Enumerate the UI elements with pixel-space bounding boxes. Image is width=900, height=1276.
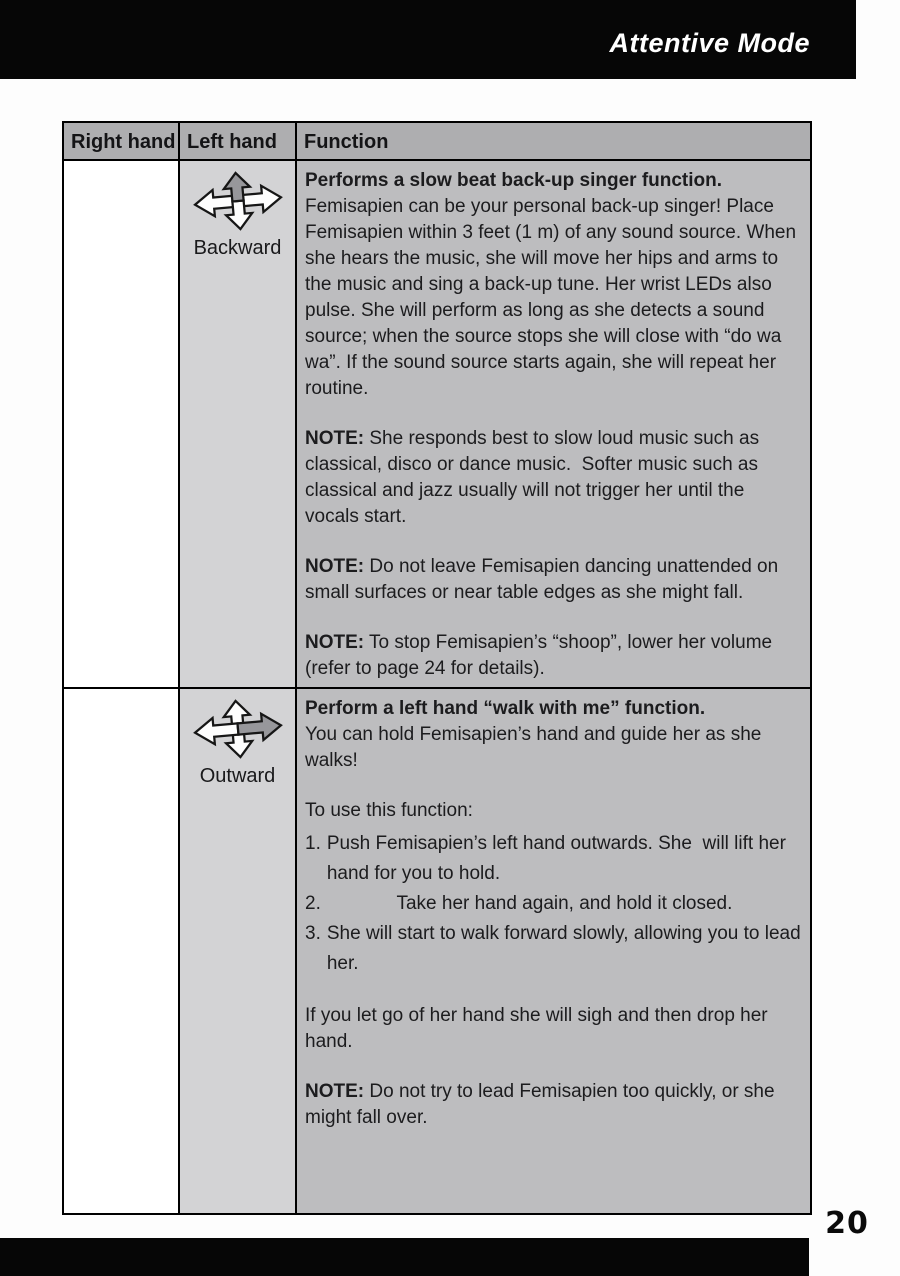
note-label: NOTE: [305,428,365,449]
outward-arrow-icon [189,699,287,759]
step-text: Take her hand again, and hold it closed. [396,893,733,914]
left-hand-cell-row1 [178,159,295,687]
right-hand-cell-row1 [64,159,178,687]
step-list [305,829,806,979]
function-description: Femisapien can be your personal back-up singer! Place Femisapien within 3 feet (1 m) of any sound source. When she hears the music, she will move her hips and arms to the music and sing a back-up tune. Her wrist LEDs also pulse. She will perform as long as she detects a sound source; when the source stops she will close with “do wa wa”. If the sound source starts again, she will repeat her routine. [305,196,802,399]
function-heading: Performs a slow beat back-up singer function. [305,170,723,191]
footer-bar [0,1238,809,1276]
note-paragraph [305,554,802,606]
function-table [62,121,812,1215]
page-title: Attentive Mode [609,28,810,58]
column-header-right-hand: Right hand [64,123,178,159]
note-paragraph [305,426,802,530]
direction-label-backward: Backward [193,237,282,259]
step-text: She will start to walk forward slowly, allowing you to lead her. [326,923,806,974]
note-label: NOTE: [305,1081,365,1102]
usage-intro: To use this function: [305,800,473,821]
step-item [305,919,806,979]
right-hand-cell-row2 [64,687,178,1213]
left-hand-cell-row2 [178,687,295,1213]
function-cell-row2 [295,687,810,1213]
column-header-left-hand: Left hand [178,123,295,159]
step-item [305,889,802,919]
function-cell-row1 [295,159,810,687]
column-header-function: Function [295,123,810,159]
note-text: Do not leave Femisapien dancing unattended on small surfaces or near table edges as she might fall. [305,556,784,603]
step-number: 3. [305,923,321,944]
step-item [305,829,802,889]
header-bar [0,0,856,79]
function-description: You can hold Femisapien’s hand and guide her as she walks! [305,724,767,771]
note-label: NOTE: [305,632,365,653]
function-heading: Perform a left hand “walk with me” function. [305,698,706,719]
step-number: 2. [305,893,321,914]
page-number: 20 [825,1206,869,1241]
followup-paragraph: If you let go of her hand she will sigh and then drop her hand. [305,1005,773,1052]
note-label: NOTE: [305,556,365,577]
note-text: She responds best to slow loud music such as classical, disco or dance music. Softer music such as classical and jazz usually will not trigger her until the vocals start. [305,428,765,527]
note-paragraph [305,1079,802,1131]
note-text: Do not try to lead Femisapien too quickly, or she might fall over. [305,1081,780,1128]
direction-label-outward: Outward [199,765,276,787]
note-paragraph [305,630,802,682]
backward-arrow-icon [189,171,287,231]
step-number: 1. [305,833,321,854]
step-text: Push Femisapien’s left hand outwards. She will lift her hand for you to hold. [326,833,792,884]
note-text: To stop Femisapien’s “shoop”, lower her volume (refer to page 24 for details). [305,632,778,679]
